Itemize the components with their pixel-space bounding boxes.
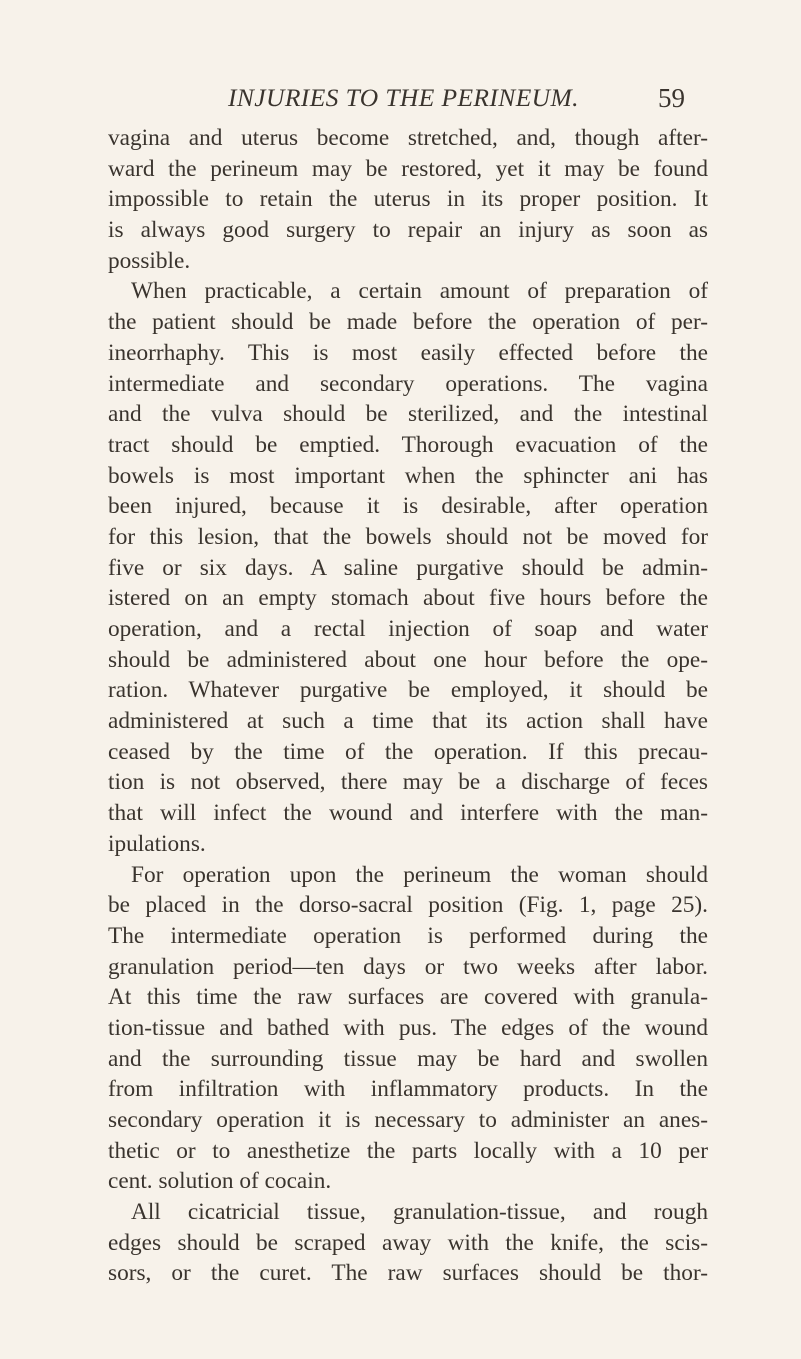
paragraph-first-line: For operation upon the perineum the woman should — [131, 861, 708, 888]
text-line: At this time the raw surfaces are covered with granula- — [108, 984, 708, 1011]
text-line: secondary operation it is necessary to administer an anes- — [108, 1107, 708, 1133]
text-line: edges should be scraped away with the knife, the scis- — [108, 1229, 708, 1256]
text-line: ceased by the time of the operation. If this precau- — [108, 738, 708, 765]
text-line: istered on an empty stomach about five hours before the — [108, 585, 708, 612]
text-line: for this lesion, that the bowels should not be moved for — [108, 523, 708, 550]
text-line: should be administered about one hour before the ope- — [108, 646, 708, 673]
text-line: administered at such a time that its action shall have — [108, 708, 708, 735]
text-line: ineorrhaphy. This is most easily effected before the — [108, 339, 708, 366]
text-line: tion-tissue and bathed with pus. The edges of the wound — [108, 1014, 708, 1041]
text-line: been injured, because it is desirable, after operation — [108, 493, 708, 520]
running-head — [0, 78, 801, 118]
text-line: tion is not observed, there may be a discharge of feces — [108, 769, 708, 796]
text-line: intermediate and secondary operations. The vagina — [108, 370, 708, 397]
page-number: 59 — [658, 83, 685, 113]
text-line: tract should be emptied. Thorough evacuation of the — [108, 431, 708, 458]
text-line: vagina and uterus become stretched, and, though after- — [108, 125, 708, 151]
body-text — [108, 123, 708, 1289]
running-title: INJURIES TO THE PERINEUM. — [228, 83, 579, 112]
text-line: bowels is most important when the sphincter ani has — [108, 462, 708, 489]
text-line: ward the perineum may be restored, yet it may be found — [108, 155, 708, 182]
text-line: is always good surgery to repair an injury as soon as — [108, 217, 708, 244]
text-line: and the vulva should be sterilized, and the intestinal — [108, 401, 708, 428]
text-line: The intermediate operation is performed during the — [108, 922, 708, 949]
text-line: impossible to retain the uterus in its proper position. It — [108, 186, 708, 213]
paragraph-first-line: When practicable, a certain amount of preparation of — [131, 278, 708, 305]
paragraph-first-line: All cicatricial tissue, granulation-tissue, and rough — [131, 1199, 708, 1226]
text-line: thetic or to anesthetize the parts locally with a 10 per — [108, 1137, 708, 1164]
text-line: the patient should be made before the operation of per- — [108, 309, 708, 336]
text-line: cent. solution of cocain. — [108, 1168, 332, 1195]
text-line: from infiltration with inflammatory products. In the — [108, 1076, 708, 1103]
text-line: operation, and a rectal injection of soap and water — [108, 616, 708, 642]
text-line: sors, or the curet. The raw surfaces should be thor- — [108, 1260, 708, 1287]
text-line: that will infect the wound and interfere with the man- — [108, 800, 708, 827]
text-line: ration. Whatever purgative be employed, it should be — [108, 677, 708, 704]
text-line: five or six days. A saline purgative should be admin- — [108, 554, 708, 581]
text-line: ipulations. — [108, 830, 206, 857]
text-line: and the surrounding tissue may be hard and swollen — [108, 1045, 708, 1072]
text-line: be placed in the dorso-sacral position (Fig. 1, page 25). — [108, 892, 708, 919]
text-line: possible. — [108, 247, 191, 274]
text-line: granulation period—ten days or two weeks after labor. — [108, 953, 708, 980]
